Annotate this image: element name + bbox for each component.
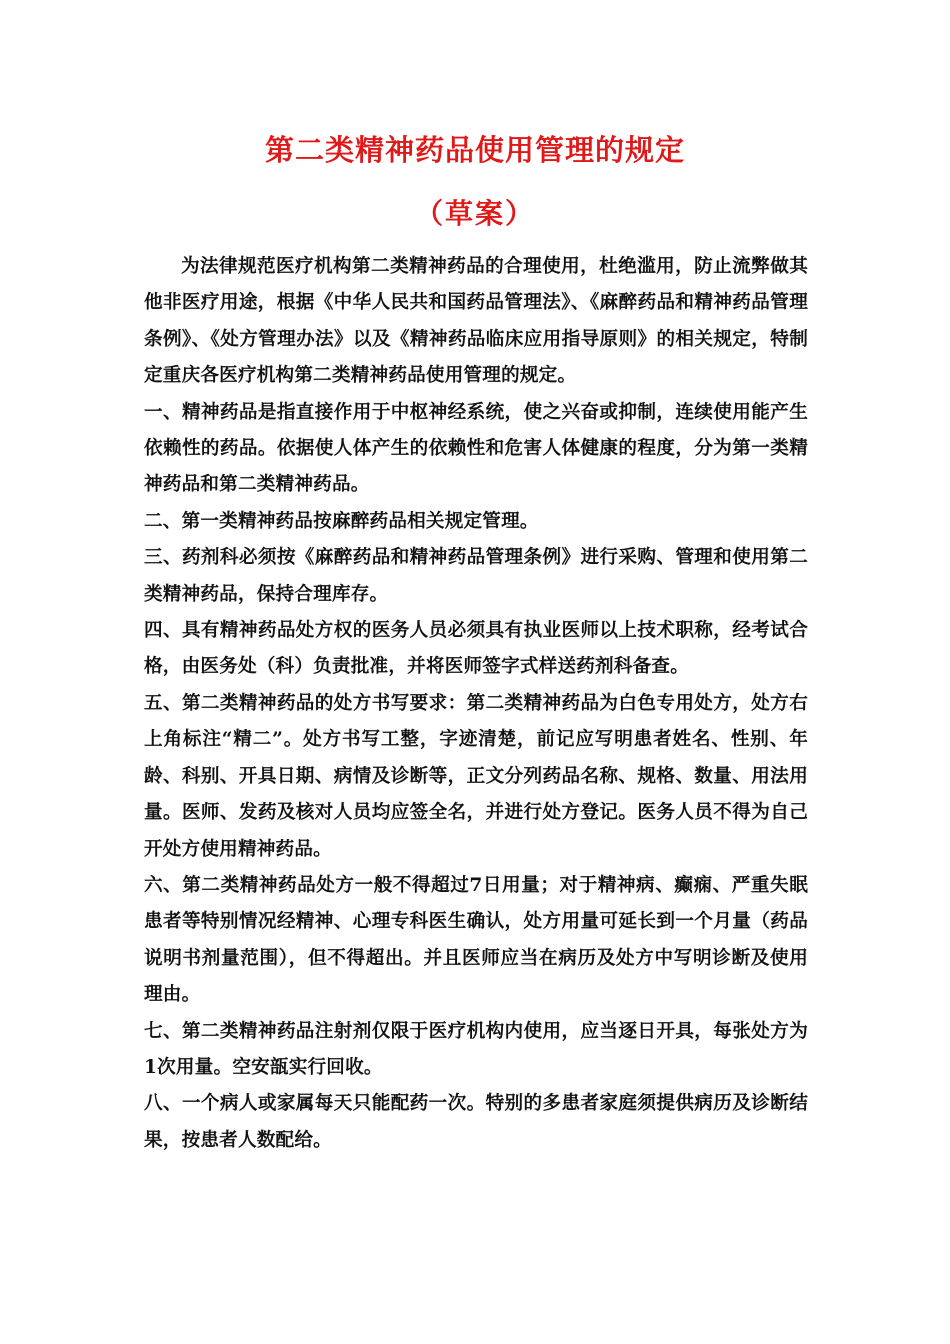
clause-2: 二、第一类精神药品按麻醉药品相关规定管理。 (144, 510, 539, 532)
document-subtitle: （草案） (414, 197, 535, 230)
clause-6: 六、第二类精神药品处方一般不得超过7日用量；对于精神病、癫痫、严重失眠患者等特别情况经精神、心理专科医生确认，处方用量可延长到一个月量（药品说明书剂量范围），但不得超出。并且医师应当在病历及处方中写明诊断及使用理由。 (144, 874, 808, 1006)
clause-1: 一、精神药品是指直接作用于中枢神经系统，使之兴奋或抑制，连续使用能产生依赖性的药品。依据使人体产生的依赖性和危害人体健康的程度，分为第一类精神药品和第二类精神药品。 (144, 401, 808, 496)
document-title: 第二类精神药品使用管理的规定 (264, 133, 685, 167)
clause-8: 八、一个病人或家属每天只能配药一次。特别的多患者家庭须提供病历及诊断结果，按患者人数配给。 (144, 1093, 808, 1151)
document-body (144, 249, 808, 1159)
intro-paragraph: 为法律规范医疗机构第二类精神药品的合理使用，杜绝滥用，防止流弊做其他非医疗用途，根据《中华人民共和国药品管理法》、《麻醉药品和精神药品管理条例》、《处方管理办法》以及《精神药品临床应用指导原则》的相关规定，特制定重庆各医疗机构第二类精神药品使用管理的规定。 (144, 256, 808, 387)
clause-5: 五、第二类精神药品的处方书写要求：第二类精神药品为白色专用处方，处方右上角标注“精二”。处方书写工整，字迹清楚，前记应写明患者姓名、性别、年龄、科别、开具日期、病情及诊断等，正文分列药品名称、规格、数量、用法用量。医师、发药及核对人员均应签全名，并进行处方登记。医务人员不得为自己开处方使用精神药品。 (144, 692, 808, 860)
clause-3: 三、药剂科必须按《麻醉药品和精神药品管理条例》进行采购、管理和使用第二类精神药品，保持合理库存。 (144, 547, 808, 605)
clause-7: 七、第二类精神药品注射剂仅限于医疗机构内使用，应当逐日开具，每张处方为1次用量。空安瓿实行回收。 (144, 1020, 808, 1078)
clause-4: 四、具有精神药品处方权的医务人员必须具有执业医师以上技术职称，经考试合格，由医务处（科）负责批准，并将医师签字式样送药剂科备查。 (144, 620, 808, 678)
